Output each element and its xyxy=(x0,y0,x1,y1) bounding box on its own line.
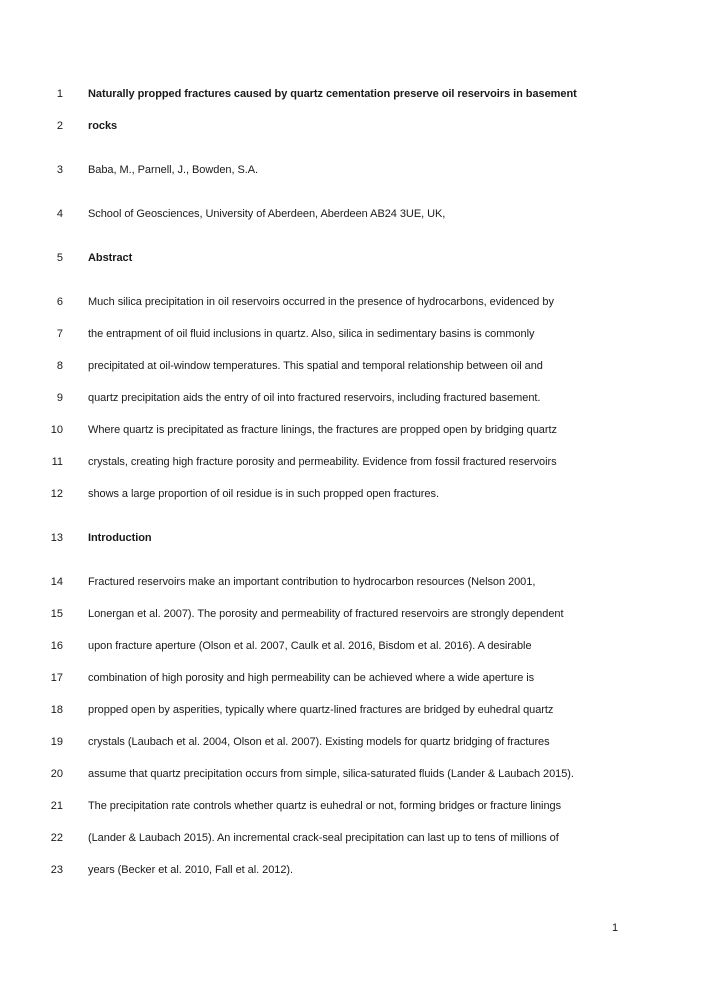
line-text: precipitated at oil-window temperatures. This spatial and temporal relationship between oil and xyxy=(88,360,543,372)
line-text: crystals (Laubach et al. 2004, Olson et al. 2007). Existing models for quartz bridging of fractures xyxy=(88,736,550,748)
line-number: 3 xyxy=(56,164,63,176)
line-number: 11 xyxy=(51,456,63,468)
line-text: (Lander & Laubach 2015). An incremental crack-seal precipitation can last up to tens of millions of xyxy=(88,832,559,844)
line-text: crystals, creating high fracture porosity and permeability. Evidence from fossil fractured reservoirs xyxy=(88,456,557,468)
line-text: Naturally propped fractures caused by quartz cementation preserve oil reservoirs in basement xyxy=(88,88,577,100)
line-text: combination of high porosity and high permeability can be achieved where a wide aperture is xyxy=(88,672,535,684)
line-number: 17 xyxy=(50,672,63,684)
line-row xyxy=(0,662,707,694)
line-text: quartz precipitation aids the entry of oil into fractured reservoirs, including fractured basement. xyxy=(88,392,541,404)
line-row xyxy=(0,566,707,598)
line-row xyxy=(0,382,707,414)
line-number: 13 xyxy=(50,532,63,544)
line-number: 14 xyxy=(50,576,63,588)
line-row xyxy=(0,758,707,790)
line-number: 10 xyxy=(50,424,63,436)
line-text: Where quartz is precipitated as fracture linings, the fractures are propped open by bridging quartz xyxy=(88,424,557,436)
line-number: 15 xyxy=(50,608,63,620)
line-text: upon fracture aperture (Olson et al. 2007, Caulk et al. 2016, Bisdom et al. 2016). A desirable xyxy=(88,640,532,652)
line-row xyxy=(0,726,707,758)
line-number: 12 xyxy=(50,488,63,500)
line-number: 4 xyxy=(56,208,63,220)
line-row xyxy=(0,630,707,662)
line-number: 19 xyxy=(50,736,63,748)
line-number: 18 xyxy=(50,704,63,716)
line-text: the entrapment of oil fluid inclusions in quartz. Also, silica in sedimentary basins is commonly xyxy=(88,328,535,340)
line-row xyxy=(0,414,707,446)
line-number: 7 xyxy=(56,328,63,340)
text-body xyxy=(0,78,707,886)
line-text: School of Geosciences, University of Aberdeen, Aberdeen AB24 3UE, UK, xyxy=(88,208,446,220)
line-text: years (Becker et al. 2010, Fall et al. 2012). xyxy=(88,864,294,876)
line-text: assume that quartz precipitation occurs from simple, silica-saturated fluids (Lander & Laubach 2015). xyxy=(88,768,574,780)
line-row xyxy=(0,694,707,726)
line-row xyxy=(0,110,707,142)
line-row xyxy=(0,446,707,478)
line-text: Much silica precipitation in oil reservoirs occurred in the presence of hydrocarbons, evidenced by xyxy=(88,296,554,308)
line-number: 22 xyxy=(50,832,63,844)
line-number: 5 xyxy=(56,252,63,264)
line-row xyxy=(0,350,707,382)
line-row xyxy=(0,854,707,886)
line-row xyxy=(0,522,707,554)
line-text: Baba, M., Parnell, J., Bowden, S.A. xyxy=(88,164,259,176)
line-row xyxy=(0,242,707,274)
line-row xyxy=(0,198,707,230)
line-number: 2 xyxy=(56,120,63,132)
line-text: The precipitation rate controls whether quartz is euhedral or not, forming bridges or fracture linings xyxy=(88,800,562,812)
line-text: rocks xyxy=(88,120,118,132)
line-text: Lonergan et al. 2007). The porosity and permeability of fractured reservoirs are strongly dependent xyxy=(88,608,564,620)
line-text: Fractured reservoirs make an important contribution to hydrocarbon resources (Nelson 2001, xyxy=(88,576,536,588)
line-row xyxy=(0,478,707,510)
line-number: 21 xyxy=(50,800,63,812)
line-number: 6 xyxy=(56,296,63,308)
line-number: 9 xyxy=(56,392,63,404)
line-text: propped open by asperities, typically where quartz-lined fractures are bridged by euhedral quartz xyxy=(88,704,554,716)
line-row xyxy=(0,286,707,318)
line-number: 23 xyxy=(50,864,63,876)
line-number: 20 xyxy=(50,768,63,780)
line-text: shows a large proportion of oil residue is in such propped open fractures. xyxy=(88,488,439,500)
page-number: 1 xyxy=(612,922,619,934)
line-number: 16 xyxy=(50,640,63,652)
line-row xyxy=(0,154,707,186)
line-text: Abstract xyxy=(88,252,133,264)
line-number: 1 xyxy=(56,88,63,100)
line-row xyxy=(0,78,707,110)
line-row xyxy=(0,790,707,822)
line-row xyxy=(0,318,707,350)
line-row xyxy=(0,822,707,854)
line-row xyxy=(0,598,707,630)
line-text: Introduction xyxy=(88,532,152,544)
line-number: 8 xyxy=(56,360,63,372)
